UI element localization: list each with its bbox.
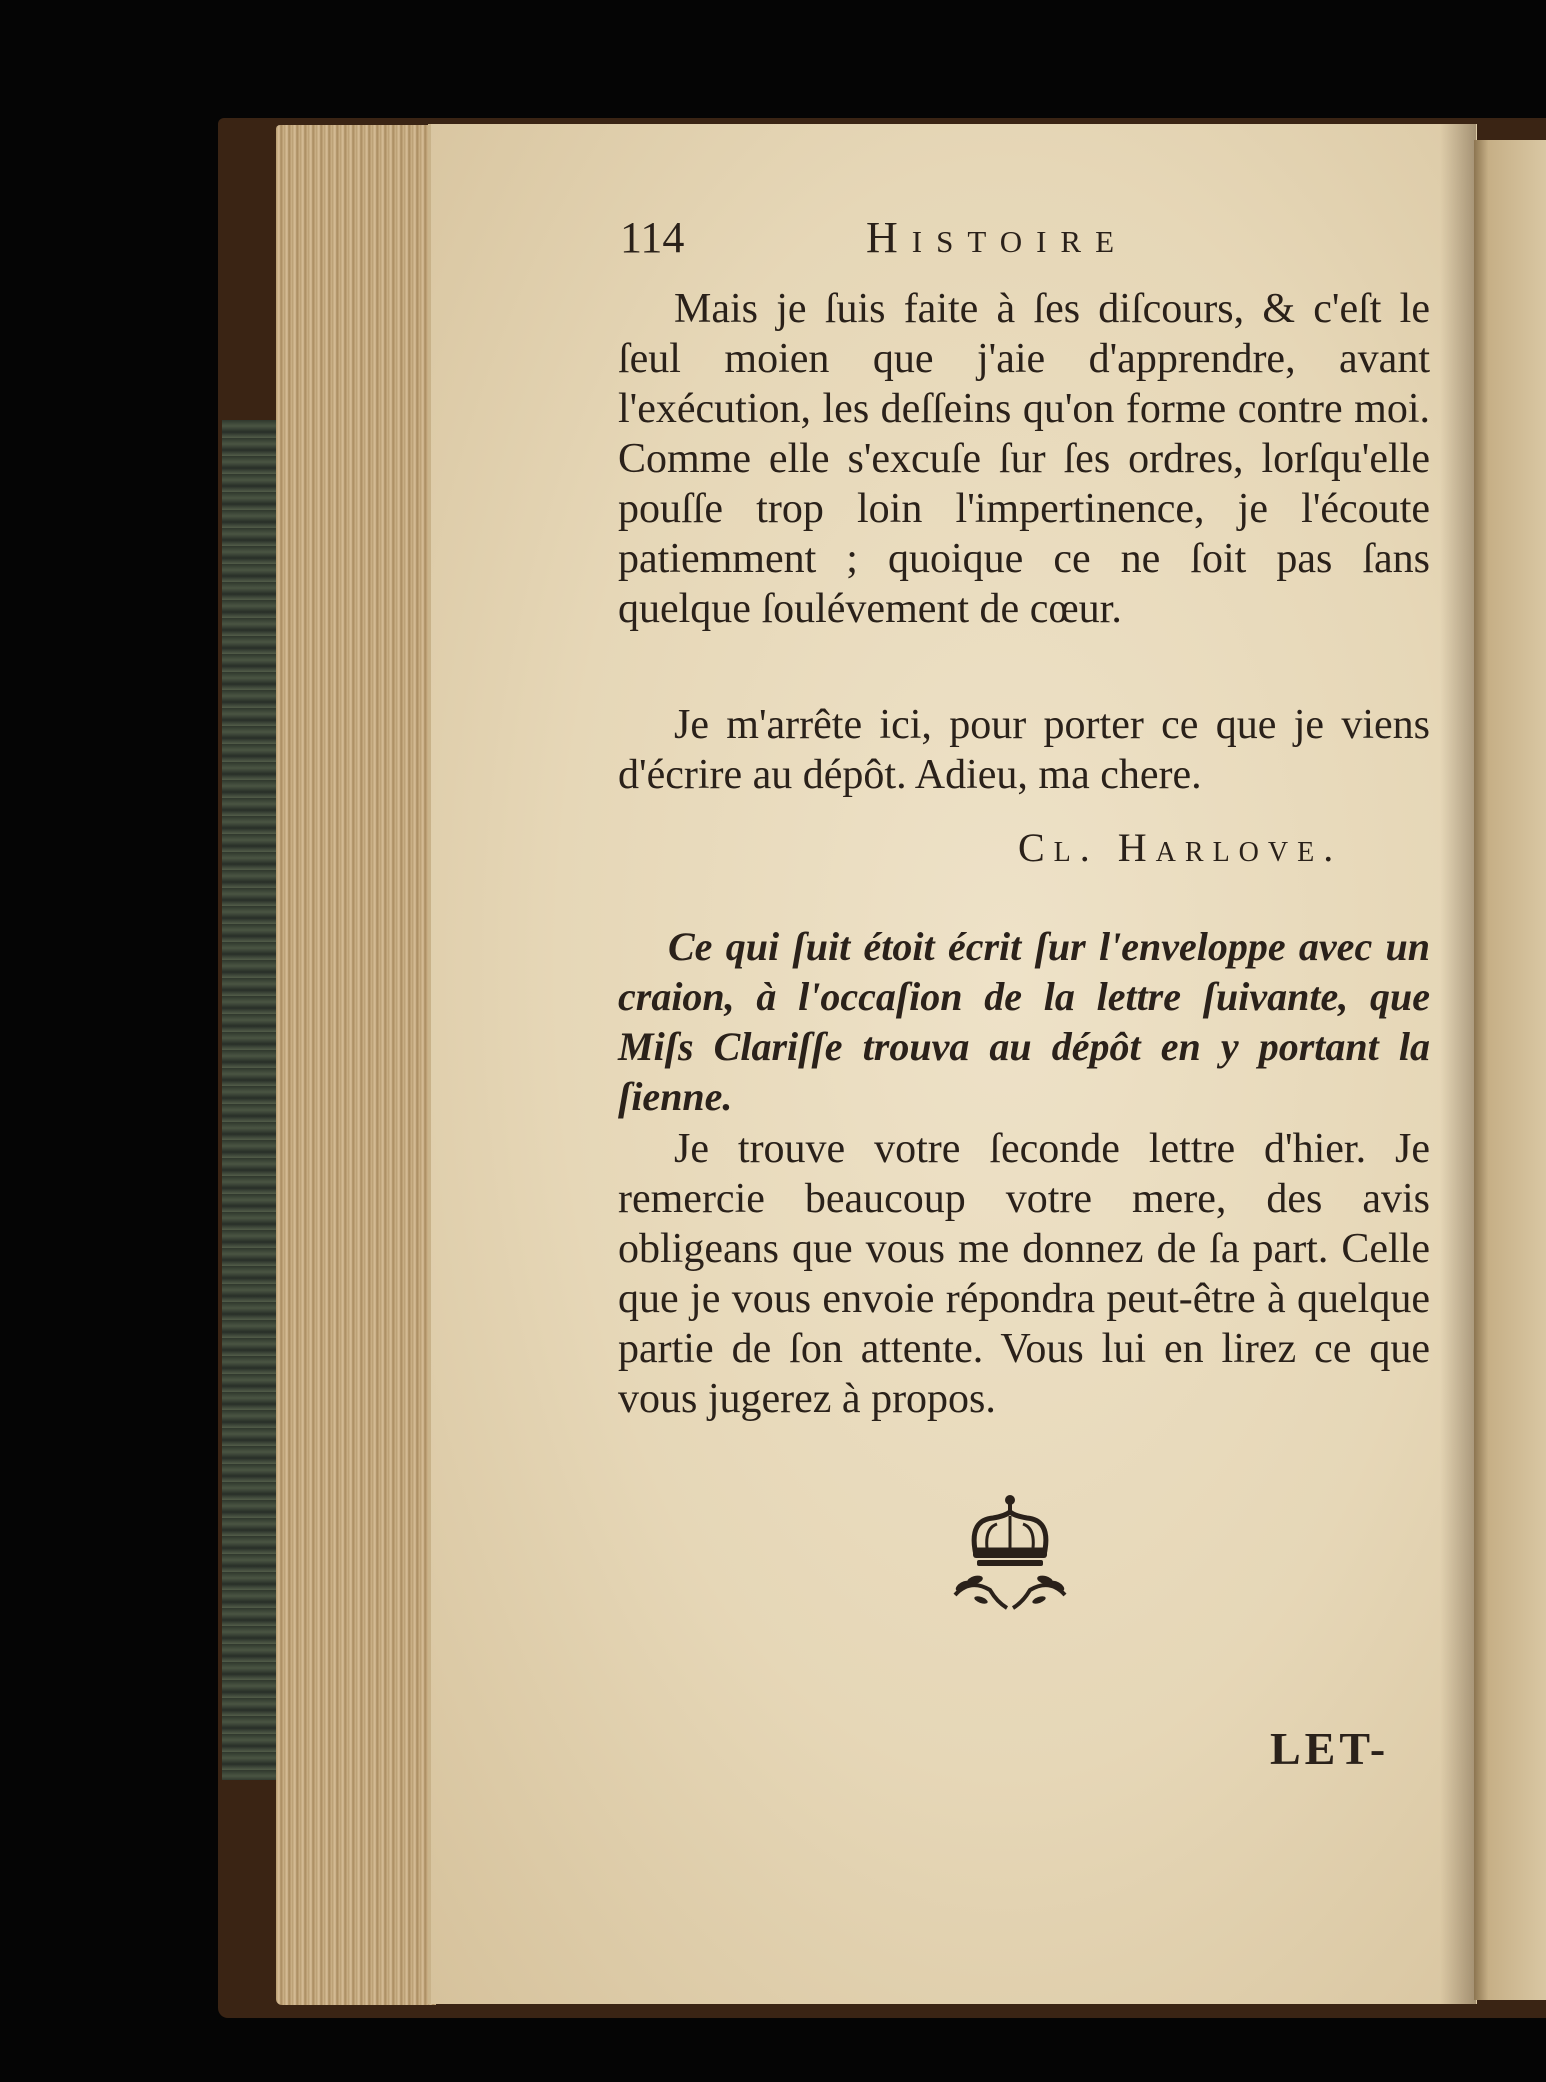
paragraph-1: Mais je ſuis faite à ſes diſcours, & c'eſt le ſeul moien que j'aie d'apprendre, avant l'exécution, les deſſeins qu'on forme contre moi. Comme elle s'excuſe ſur ſes ordres, lorſqu'elle pouſſe trop loin l'impertinence, je l'écoute patiemment ; quoique ce ne ſoit pas ſans quelque ſoulévement de cœur. (618, 286, 1430, 632)
signature: Cl. Harlove. (1018, 825, 1343, 870)
italic-note: Ce qui ſuit étoit écrit ſur l'enveloppe avec un craion, à l'occaſion de la lettre ſuivante, que Miſs Clariſſe trouva au dépôt en y portant la ſienne. (618, 924, 1430, 1119)
catchword: LET- (1270, 1723, 1390, 1774)
page-number: 114 (620, 213, 685, 262)
marbled-cover (222, 420, 282, 1780)
facing-page-edge (1474, 140, 1546, 2000)
gutter-shadow (1440, 124, 1476, 2004)
letter-paragraph: Je trouve votre ſeconde lettre d'hier. Je remercie beaucoup votre mere, des avis obligeans que vous me donnez de ſa part. Celle que je vous envoie répondra peut-être à quelque partie de ſon attente. Vous lui en lirez ce que vous jugerez à propos. (618, 1126, 1430, 1422)
page-edges (276, 125, 436, 2005)
running-title: Histoire (866, 213, 1129, 262)
paragraph-2: Je m'arrête ici, pour porter ce que je viens d'écrire au dépôt. Adieu, ma chere. (618, 702, 1430, 798)
crown-with-laurel-ornament-icon (935, 1490, 1085, 1620)
